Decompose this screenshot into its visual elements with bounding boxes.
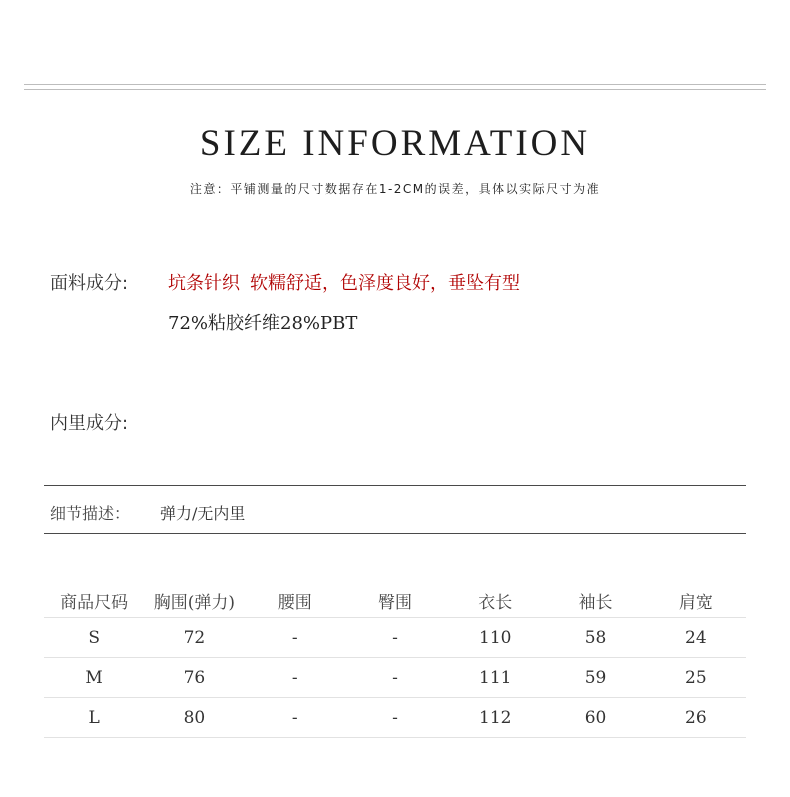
details-label: 细节描述：	[50, 504, 131, 523]
cell-length: 111	[445, 658, 545, 698]
fabric-features	[168, 269, 520, 295]
fabric-feature-2: 软糯舒适，色泽度良好，垂坠有型	[250, 273, 520, 294]
details-value: 弹力/无内里	[160, 504, 246, 523]
measurement-note: 注意：平铺测量的尺寸数据存在1-2CM的误差，具体以实际尺寸为准	[189, 182, 601, 196]
cell-waist: -	[245, 658, 345, 698]
cell-shoulder: 26	[646, 698, 746, 738]
table-row	[44, 618, 746, 658]
cell-chest: 72	[144, 618, 244, 658]
header-waist: 腰围	[245, 583, 345, 618]
cell-chest: 80	[144, 698, 244, 738]
fabric-feature-1: 坑条针织	[168, 273, 240, 294]
fabric-label: 面料成分:	[50, 273, 129, 294]
cell-waist: -	[245, 618, 345, 658]
cell-sleeve: 60	[545, 698, 645, 738]
table-row	[44, 658, 746, 698]
cell-size: M	[44, 658, 144, 698]
cell-sleeve: 59	[545, 658, 645, 698]
cell-length: 112	[445, 698, 545, 738]
cell-shoulder: 25	[646, 658, 746, 698]
cell-shoulder: 24	[646, 618, 746, 658]
details-top-divider	[44, 485, 746, 486]
lining-label: 内里成分:	[50, 413, 129, 434]
header-size: 商品尺码	[44, 583, 144, 618]
top-divider-line-1	[24, 84, 766, 85]
page-title: SIZE INFORMATION	[199, 123, 591, 164]
header-sleeve: 袖长	[545, 583, 645, 618]
header-shoulder: 肩宽	[646, 583, 746, 618]
table-row	[44, 698, 746, 738]
size-table-header-row	[44, 583, 746, 618]
cell-size: L	[44, 698, 144, 738]
size-table	[44, 583, 746, 738]
fabric-composition: 72%粘胶纤维28%PBT	[168, 313, 358, 334]
header-length: 衣长	[445, 583, 545, 618]
cell-sleeve: 58	[545, 618, 645, 658]
header-chest: 胸围(弹力)	[144, 583, 244, 618]
cell-hip: -	[345, 658, 445, 698]
cell-hip: -	[345, 698, 445, 738]
top-divider-line-2	[24, 89, 766, 90]
cell-hip: -	[345, 618, 445, 658]
cell-length: 110	[445, 618, 545, 658]
cell-chest: 76	[144, 658, 244, 698]
cell-waist: -	[245, 698, 345, 738]
details-bottom-divider	[44, 533, 746, 534]
header-hip: 臀围	[345, 583, 445, 618]
cell-size: S	[44, 618, 144, 658]
